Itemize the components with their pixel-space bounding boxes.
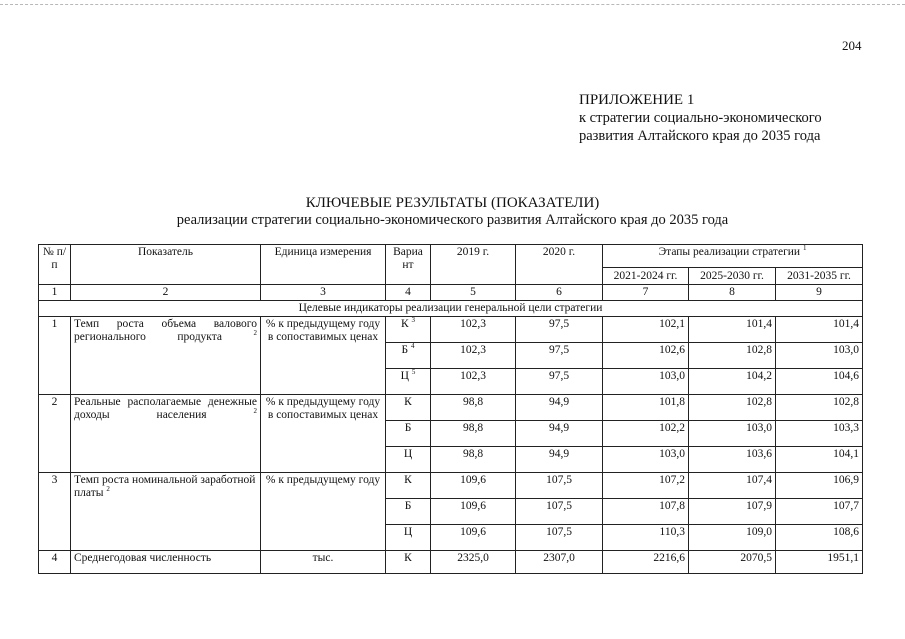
value-cell: 102,8 [689, 343, 776, 369]
indicator-name: Темп роста номинальной заработной платы [74, 474, 256, 499]
variant-cell [386, 317, 431, 343]
table-row [39, 395, 863, 421]
value-cell: 107,8 [603, 499, 689, 525]
variant-footnote: 5 [411, 368, 416, 377]
column-number: 1 [39, 285, 71, 301]
scan-top-edge [0, 4, 905, 5]
value-cell: 103,0 [603, 447, 689, 473]
value-cell: 101,4 [776, 317, 863, 343]
column-number: 2 [71, 285, 261, 301]
variant-code: Б [401, 344, 409, 356]
column-number: 5 [431, 285, 516, 301]
appendix-line-2: развития Алтайского края до 2035 года [579, 128, 821, 144]
indicator-name: Реальные располагаемые денежные доходы населения [74, 396, 257, 421]
document-title: КЛЮЧЕВЫЕ РЕЗУЛЬТАТЫ (ПОКАЗАТЕЛИ) [305, 195, 600, 211]
value-cell: 2216,6 [603, 551, 689, 574]
indicator-name-cell [71, 473, 261, 551]
header-2019: 2019 г. [431, 245, 516, 285]
variant-code: Б [404, 500, 412, 512]
value-cell: 107,5 [516, 499, 603, 525]
value-cell: 98,8 [431, 395, 516, 421]
header-2020: 2020 г. [516, 245, 603, 285]
variant-cell [386, 421, 431, 447]
header-stages-footnote: 1 [802, 244, 807, 253]
variant-cell [386, 499, 431, 525]
section-title: Целевые индикаторы реализации генеральной цели стратегии [39, 301, 863, 317]
table-row [39, 317, 863, 343]
indicator-unit: % к предыдущему году в сопоставимых ценах [261, 317, 386, 395]
variant-code: Ц [403, 526, 413, 538]
indicator-name: Среднегодовая численность [74, 552, 212, 564]
indicator-unit: % к предыдущему году [261, 473, 386, 551]
value-cell: 102,8 [689, 395, 776, 421]
column-number-row [39, 285, 863, 301]
value-cell: 104,6 [776, 369, 863, 395]
value-cell: 103,0 [603, 369, 689, 395]
variant-code: К [400, 318, 409, 330]
indicator-footnote: 2 [253, 329, 257, 338]
variant-cell [386, 551, 431, 574]
value-cell: 109,6 [431, 499, 516, 525]
indicator-name: Темп роста объема валового регионального продукта [74, 318, 257, 343]
row-number: 1 [39, 317, 71, 395]
variant-cell [386, 343, 431, 369]
value-cell: 101,8 [603, 395, 689, 421]
value-cell: 101,4 [689, 317, 776, 343]
value-cell: 94,9 [516, 421, 603, 447]
value-cell: 94,9 [516, 447, 603, 473]
appendix-block [579, 91, 822, 145]
table-row [39, 473, 863, 499]
value-cell: 102,2 [603, 421, 689, 447]
value-cell: 104,2 [689, 369, 776, 395]
indicator-name-cell [71, 395, 261, 473]
variant-cell [386, 525, 431, 551]
appendix-line-1: к стратегии социально-экономического [579, 110, 822, 126]
column-number: 4 [386, 285, 431, 301]
value-cell: 102,3 [431, 369, 516, 395]
value-cell: 109,0 [689, 525, 776, 551]
value-cell: 107,5 [516, 525, 603, 551]
value-cell: 102,3 [431, 343, 516, 369]
row-number: 4 [39, 551, 71, 574]
column-number: 9 [776, 285, 863, 301]
indicators-table [38, 244, 863, 574]
column-number: 3 [261, 285, 386, 301]
section-row [39, 301, 863, 317]
value-cell: 1951,1 [776, 551, 863, 574]
variant-code: Б [404, 422, 412, 434]
variant-footnote: 3 [411, 316, 416, 325]
value-cell: 107,9 [689, 499, 776, 525]
value-cell: 102,8 [776, 395, 863, 421]
header-stages [603, 245, 863, 268]
header-stage-2: 2025-2030 гг. [689, 268, 776, 285]
value-cell: 106,9 [776, 473, 863, 499]
row-number: 2 [39, 395, 71, 473]
value-cell: 97,5 [516, 369, 603, 395]
value-cell: 107,2 [603, 473, 689, 499]
variant-code: Ц [403, 448, 413, 460]
value-cell: 102,3 [431, 317, 516, 343]
variant-cell [386, 447, 431, 473]
value-cell: 98,8 [431, 447, 516, 473]
value-cell: 103,3 [776, 421, 863, 447]
header-row [39, 245, 863, 268]
header-unit: Единица измерения [261, 245, 386, 285]
column-number: 8 [689, 285, 776, 301]
value-cell: 107,5 [516, 473, 603, 499]
value-cell: 94,9 [516, 395, 603, 421]
value-cell: 97,5 [516, 317, 603, 343]
value-cell: 98,8 [431, 421, 516, 447]
value-cell: 103,0 [689, 421, 776, 447]
header-num: № п/п [39, 245, 71, 285]
table-body [39, 245, 863, 574]
value-cell: 110,3 [603, 525, 689, 551]
value-cell: 107,4 [689, 473, 776, 499]
variant-cell [386, 369, 431, 395]
variant-code: К [404, 552, 412, 564]
header-stage-1: 2021-2024 гг. [603, 268, 689, 285]
value-cell: 108,6 [776, 525, 863, 551]
value-cell: 109,6 [431, 473, 516, 499]
variant-code: К [404, 396, 412, 408]
value-cell: 102,1 [603, 317, 689, 343]
appendix-title: ПРИЛОЖЕНИЕ 1 [579, 92, 695, 108]
column-number: 7 [603, 285, 689, 301]
row-number: 3 [39, 473, 71, 551]
page-number: 204 [842, 38, 862, 53]
value-cell: 2070,5 [689, 551, 776, 574]
value-cell: 104,1 [776, 447, 863, 473]
indicator-name-cell [71, 317, 261, 395]
value-cell: 103,6 [689, 447, 776, 473]
indicator-footnote: 2 [253, 407, 258, 416]
header-variant: Вариа нт [386, 245, 431, 285]
variant-cell [386, 473, 431, 499]
value-cell: 109,6 [431, 525, 516, 551]
header-indicator: Показатель [71, 245, 261, 285]
value-cell: 107,7 [776, 499, 863, 525]
variant-cell [386, 395, 431, 421]
variant-footnote: 4 [410, 342, 415, 351]
indicator-unit: % к предыдущему году в сопоставимых ценах [261, 395, 386, 473]
value-cell: 2325,0 [431, 551, 516, 574]
value-cell: 2307,0 [516, 551, 603, 574]
indicator-unit: тыс. [261, 551, 386, 574]
value-cell: 103,0 [776, 343, 863, 369]
variant-code: К [404, 474, 412, 486]
document-subtitle: реализации стратегии социально-экономического развития Алтайского края до 2035 года [176, 212, 729, 228]
indicator-name-cell [71, 551, 261, 574]
value-cell: 97,5 [516, 343, 603, 369]
indicator-footnote: 2 [106, 485, 110, 494]
value-cell: 102,6 [603, 343, 689, 369]
header-stage-3: 2031-2035 гг. [776, 268, 863, 285]
column-number: 6 [516, 285, 603, 301]
variant-code: Ц [400, 370, 409, 382]
table-row [39, 551, 863, 574]
header-stages-label: Этапы реализации стратегии [658, 246, 801, 258]
